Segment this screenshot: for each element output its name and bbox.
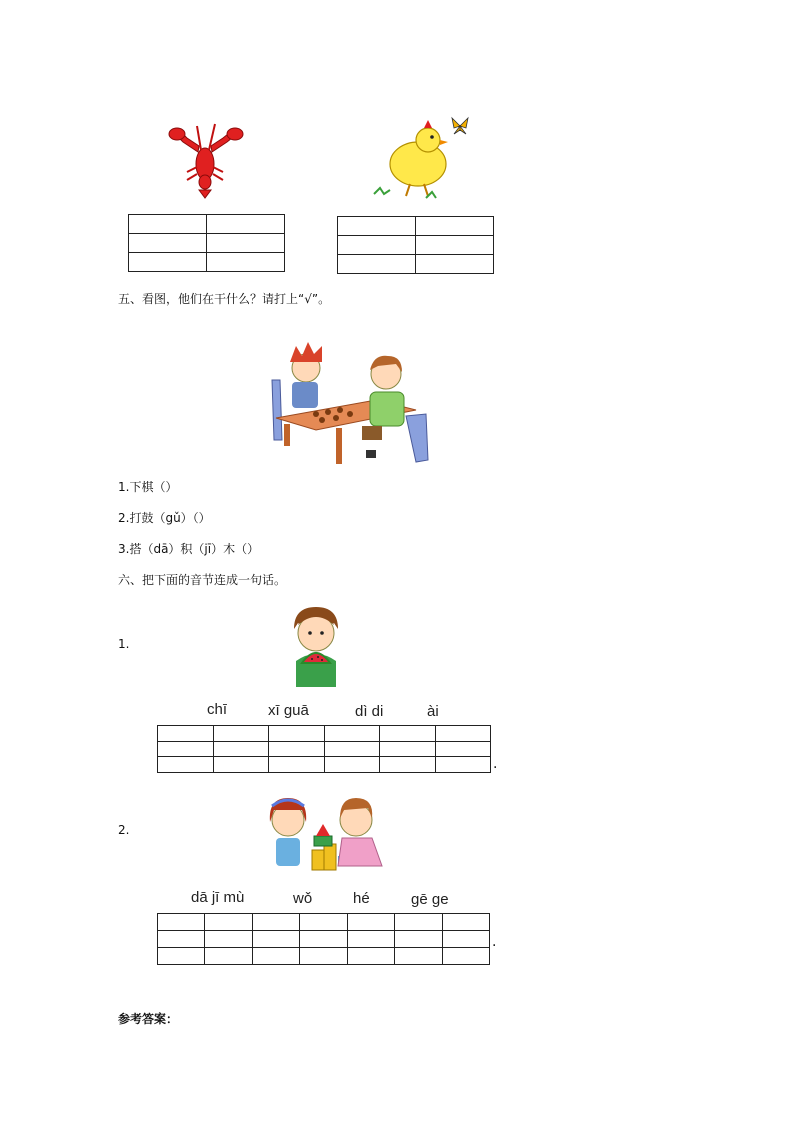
option-1-xiaqi: 1.下棋（） — [118, 480, 178, 494]
q1-syllable-xigua: xī guā — [268, 702, 309, 719]
chick-image — [370, 112, 475, 204]
children-building-blocks-image — [264, 790, 394, 876]
q2-syllable-wo: wǒ — [293, 890, 313, 907]
lobster-writing-grid — [128, 214, 285, 272]
q1-syllable-didi: dì di — [355, 703, 384, 720]
reference-answers-title: 参考答案： — [118, 1012, 179, 1026]
section5-title: 五、看图，他们在干什么？请打上“√”。 — [118, 292, 331, 306]
lobster-image — [165, 122, 250, 200]
option-2-dagu: 2.打鼓（gǔ）（） — [118, 511, 211, 525]
q1-end-mark: . — [493, 756, 498, 772]
question-1-number: 1. — [118, 637, 130, 651]
boy-eating-watermelon-image — [288, 603, 344, 691]
question-2-number: 2. — [118, 823, 130, 837]
q1-syllable-ai: ài — [427, 703, 439, 720]
q2-syllable-dajimu: dā jī mù — [191, 889, 245, 906]
q1-sentence-grid — [157, 725, 491, 773]
q1-syllable-chi: chī — [207, 701, 228, 718]
q2-syllable-gege: gē ge — [411, 891, 449, 908]
option-3-dajimu: 3.搭（dā）积（jī）木（） — [118, 542, 260, 556]
chick-writing-grid — [337, 216, 494, 274]
q2-end-mark: . — [492, 934, 497, 950]
children-playing-chess-image — [266, 340, 434, 470]
q2-sentence-grid — [157, 913, 490, 965]
q2-syllable-he: hé — [353, 890, 370, 907]
section6-title: 六、把下面的音节连成一句话。 — [118, 573, 287, 587]
